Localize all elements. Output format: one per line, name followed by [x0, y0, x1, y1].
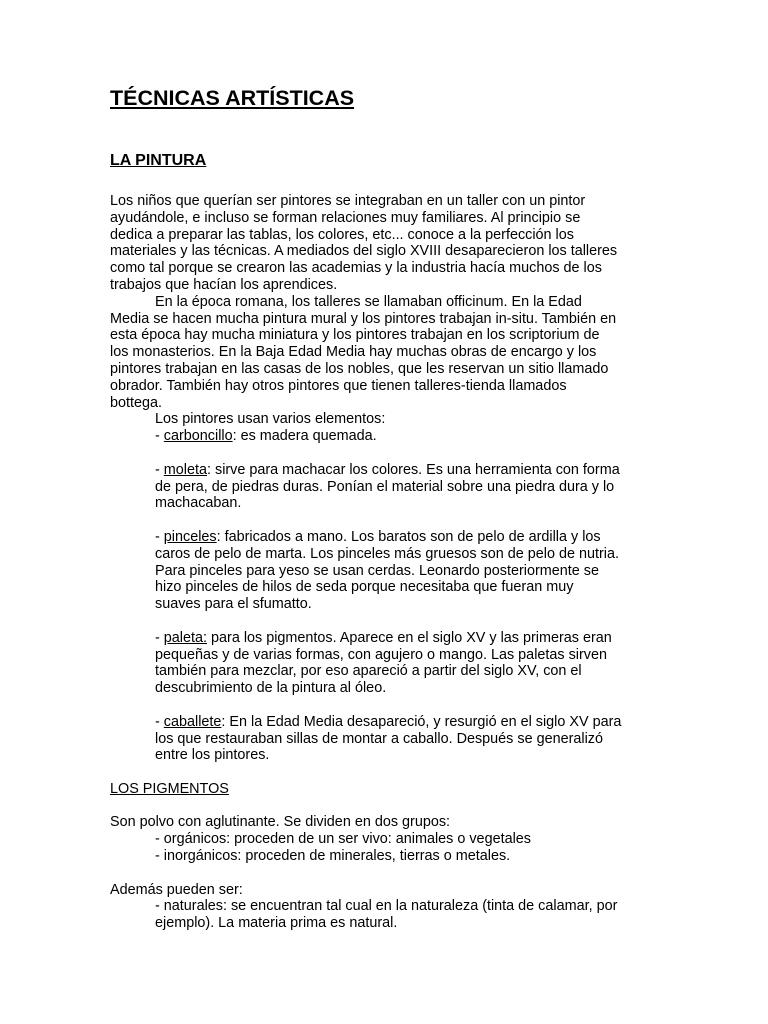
tool-continuation: caros de pelo de marta. Los pinceles más gruesos son de pelo de nutria.	[155, 545, 619, 562]
naturales-item: - naturales: se encuentran tal cual en la naturaleza (tinta de calamar, por	[155, 898, 618, 915]
tool-pinceles	[110, 529, 670, 546]
tool-continuation: también para mezclar, por eso apareció a partir del siglo XV, con el	[155, 663, 582, 680]
history-line: esta época hay mucha miniatura y los pintores trabajan en los scriptorium de	[110, 327, 600, 344]
tool-term: moleta	[163, 461, 207, 478]
pigment-group-item: - inorgánicos: proceden de minerales, tierras o metales.	[155, 848, 511, 865]
history-line: Media se hacen mucha pintura mural y los pintores trabajan in-situ. También en	[110, 310, 617, 327]
history-line: pintores trabajan en las casas de los nobles, que les reservan un sitio llamado	[110, 360, 609, 377]
paragraph-gap	[110, 445, 670, 462]
paragraph-gap	[110, 613, 670, 630]
tool-continuation: pequeñas y de varias formas, con agujero o mango. Las paletas sirven	[155, 646, 607, 663]
intro-line: dedica a preparar las tablas, los colores, etc... conoce a la perfección los	[110, 226, 574, 243]
tool-moleta	[110, 462, 670, 479]
section-heading: LA PINTURA	[110, 152, 207, 169]
tool-continuation: hizo pinceles de hilos de seda porque necesitaba que fueran muy	[155, 579, 574, 596]
history-line: En la época romana, los talleres se llamaban officinum. En la Edad	[155, 293, 582, 310]
tool-continuation: machacaban.	[155, 495, 242, 512]
elements-intro: Los pintores usan varios elementos:	[155, 411, 386, 428]
pigments-intro: Son polvo con aglutinante. Se dividen en dos grupos:	[110, 814, 451, 831]
tool-continuation: de pera, de piedras duras. Ponían el material sobre una piedra dura y lo	[155, 478, 615, 495]
list-dash: -	[155, 713, 164, 730]
list-dash: -	[155, 629, 164, 646]
history-line: bottega.	[110, 394, 163, 411]
tool-paleta	[110, 630, 670, 647]
intro-line: ayudándole, e incluso se forman relaciones muy familiares. Al principio se	[110, 209, 581, 226]
tool-description: : En la Edad Media desapareció, y resurgió en el siglo XV para	[221, 713, 622, 730]
tool-continuation: los que restauraban sillas de montar a caballo. Después se generalizó	[155, 730, 603, 747]
tool-description: : sirve para machacar los colores. Es una herramienta con forma	[207, 461, 620, 478]
paragraph-gap	[110, 697, 670, 714]
paragraph-gap	[110, 798, 670, 815]
list-dash: -	[155, 461, 164, 478]
intro-line: como tal porque se crearon las academias y la industria hacía muchos de los	[110, 260, 602, 277]
list-dash: -	[155, 528, 164, 545]
tool-carboncillo	[110, 428, 670, 445]
tool-term: paleta:	[163, 629, 208, 646]
history-line: obrador. También hay otros pintores que tienen talleres-tienda llamados	[110, 377, 567, 394]
tool-caballete	[110, 714, 670, 731]
document-title: TÉCNICAS ARTÍSTICAS	[110, 86, 355, 110]
tool-term: caballete	[163, 713, 222, 730]
intro-line: materiales y las técnicas. A mediados del siglo XVIII desaparecieron los talleres	[110, 243, 618, 260]
tool-term: pinceles	[163, 528, 217, 545]
tool-description: : es madera quemada.	[232, 428, 377, 445]
tool-term: carboncillo	[163, 428, 233, 445]
tool-description: : fabricados a mano. Los baratos son de pelo de ardilla y los	[216, 528, 601, 545]
intro-line: trabajos que hacían los aprendices.	[110, 276, 338, 293]
paragraph-gap	[110, 512, 670, 529]
also-intro: Además pueden ser:	[110, 881, 243, 898]
pigment-group-item: - orgánicos: proceden de un ser vivo: animales o vegetales	[155, 831, 531, 848]
tool-continuation: entre los pintores.	[155, 747, 270, 764]
tool-continuation: Para pinceles para yeso se usan cerdas. Leonardo posteriormente se	[155, 562, 599, 579]
intro-line: Los niños que querían ser pintores se integraban en un taller con un pintor	[110, 193, 586, 209]
history-line: los monasterios. En la Baja Edad Media hay muchas obras de encargo y los	[110, 344, 597, 361]
paragraph-gap	[110, 764, 670, 781]
pigments-heading: LOS PIGMENTOS	[110, 780, 229, 797]
paragraph-gap	[110, 865, 670, 882]
tool-continuation: descubrimiento de la pintura al óleo.	[155, 680, 387, 697]
tool-description: para los pigmentos. Aparece en el siglo XV y las primeras eran	[207, 629, 612, 646]
list-dash: -	[155, 428, 164, 445]
naturales-continuation: ejemplo). La materia prima es natural.	[155, 915, 398, 932]
tool-continuation: suaves para el sfumatto.	[155, 596, 312, 613]
document-body	[110, 193, 670, 932]
